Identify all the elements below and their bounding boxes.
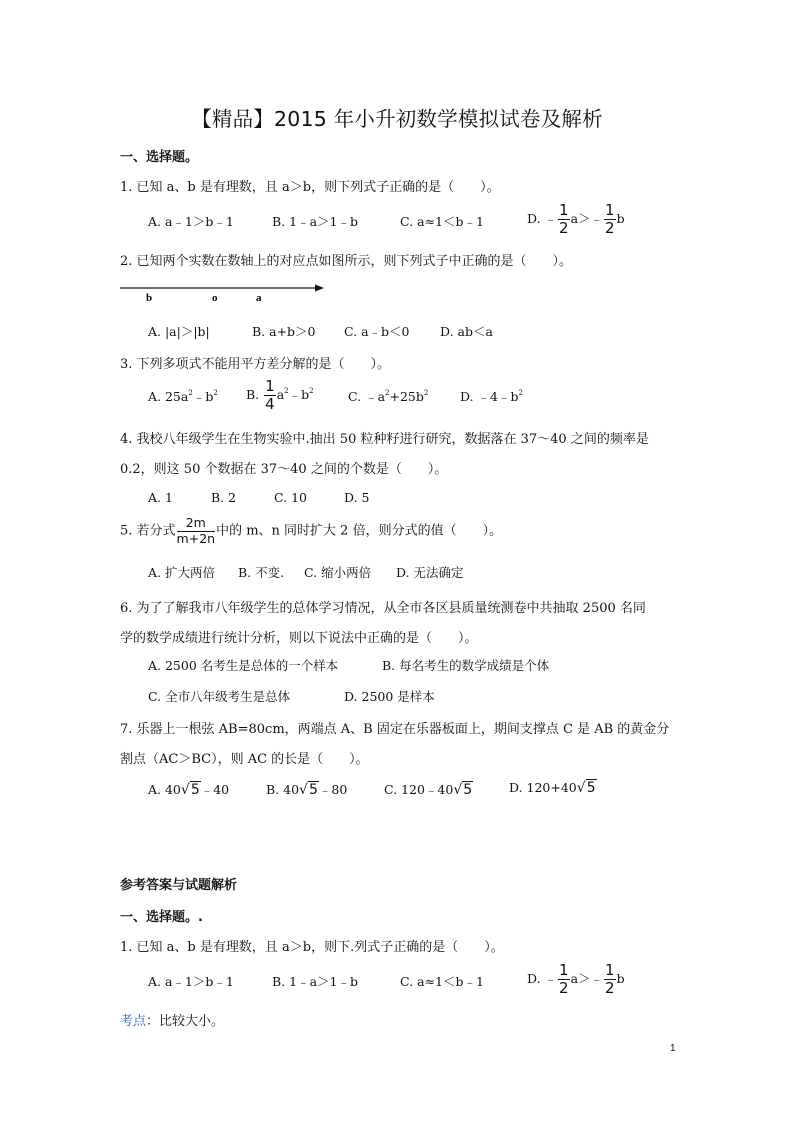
q1-option-d: D. ﹣ $\frac{1}{2}$ a＞﹣ $\frac{1}{2}$ b [527,201,625,237]
q1-option-c: C. a≈1＜b﹣1 [400,214,484,229]
answer-q1-option-d: D. ﹣ $\frac{1}{2}$ a＞﹣ $\frac{1}{2}$ b [527,961,625,997]
q3-option-b: B. $\frac{1}{4}$ $a^2﹣b^2$ [246,377,314,413]
q6-option-c: C. 全市八年级考生是总体 [148,689,291,704]
answer-question-1-stem: 1. 已知 a、b 是有理数，且 a＞b，则下.列式子正确的是（ ）。 [120,940,504,955]
question-4-line-2: 0.2，则这 50 个数据在 37～40 之间的个数是（ ）。 [120,462,448,477]
answer-q1-option-a: A. a﹣1＞b﹣1 [148,974,234,989]
fraction: $\frac{2m}{m+2n}$ [176,515,216,546]
q3-option-c: C. $﹣a^2+25b^2$ [348,389,429,404]
square-root: √5 [453,782,473,798]
question-5-stem: 5. 若分式 $\frac{2m}{m+2n}$ 中的 m、n 同时扩大 2 倍，则分式的值（ ）。 [120,515,503,546]
q4-option-c: C. 10 [274,490,307,505]
point-a-label: a [256,292,262,304]
section-heading-choice-answers: 一、选择题。. [120,910,203,925]
fraction: $\frac{1}{4}$ [265,377,275,413]
q7-option-d: D. 120+40√5 [509,780,596,796]
answers-heading: 参考答案与试题解析 [120,878,238,893]
q5-option-b: B. 不变. [238,565,285,580]
q2-option-d: D. ab＜a [440,324,493,339]
q3-option-a: A. $25a^2﹣b^2$ [148,389,218,404]
q2-option-a: A. |a|＞|b| [148,324,210,339]
question-1-stem: 1. 已知 a、b 是有理数，且 a＞b，则下列式子正确的是（ ）。 [120,180,500,195]
number-line-figure [120,278,330,304]
fraction: $\frac{1}{2}$ [605,201,615,237]
kaodian-line [120,1010,224,1029]
answer-q1-option-c: C. a≈1＜b﹣1 [400,974,484,989]
q7-option-a: A. 40√5﹣40 [148,782,230,798]
fraction: $\frac{1}{2}$ [559,201,569,237]
q6-option-b: B. 每名考生的数学成绩是个体 [382,658,550,673]
q4-option-d: D. 5 [344,490,370,505]
q7-option-c: C. 120﹣40√5 [384,782,473,798]
q5-option-c: C. 缩小两倍 [304,565,372,580]
section-heading-choice: 一、选择题。 [120,150,199,165]
q5-option-d: D. 无法确定 [396,565,464,580]
fraction: $\frac{1}{2}$ [605,961,615,997]
q4-option-a: A. 1 [148,490,173,505]
answer-q1-option-b: B. 1﹣a＞1﹣b [272,974,358,989]
square-root: √5 [180,782,200,798]
question-3-stem: 3. 下列多项式不能用平方差分解的是（ ）。 [120,357,391,372]
q1-option-b: B. 1﹣a＞1﹣b [272,214,358,229]
page-number: 1 [670,1043,676,1054]
kaodian-label: 考点 [120,1014,147,1029]
question-7-line-2: 割点（AC＞BC），则 AC 的长是（ ）。 [120,752,369,767]
q6-option-a: A. 2500 名考生是总体的一个样本 [148,658,339,673]
q1-option-a: A. a﹣1＞b﹣1 [148,214,234,229]
fraction: $\frac{1}{2}$ [559,961,569,997]
question-7-line-1: 7. 乐器上一根弦 AB=80cm，两端点 A、B 固定在乐器板面上，期间支撑点 C 是 AB 的黄金分 [120,722,670,737]
q3-option-d: D. $﹣4﹣b^2$ [460,389,523,404]
q6-option-d: D. 2500 是样本 [344,689,435,704]
kaodian-text: ：比较大小。 [146,1014,225,1029]
arrow-head-icon [315,285,324,292]
question-6-line-1: 6. 为了了解我市八年级学生的总体学习情况，从全市各区县质量统测卷中共抽取 2500 名同 [120,601,646,616]
point-b-label: b [146,292,153,304]
q7-option-b: B. 40√5﹣80 [266,782,348,798]
point-o-label: o [212,292,218,304]
q5-option-a: A. 扩大两倍 [148,565,215,580]
square-root: √5 [576,780,596,796]
square-root: √5 [299,782,318,798]
question-6-line-2: 学的数学成绩进行统计分析，则以下说法中正确的是（ ）。 [120,631,478,646]
q2-option-c: C. a﹣b＜0 [344,324,410,339]
q2-option-b: B. a+b＞0 [252,324,316,339]
page-title: 【精品】2015 年小升初数学模拟试卷及解析 [191,107,603,131]
question-4-line-1: 4. 我校八年级学生在生物实验中.抽出 50 粒种籽进行研究，数据落在 37～40 之间的频率是 [120,432,649,447]
question-2-stem: 2. 已知两个实数在数轴上的对应点如图所示，则下列式子中正确的是（ ）。 [120,254,573,269]
q4-option-b: B. 2 [211,490,237,505]
